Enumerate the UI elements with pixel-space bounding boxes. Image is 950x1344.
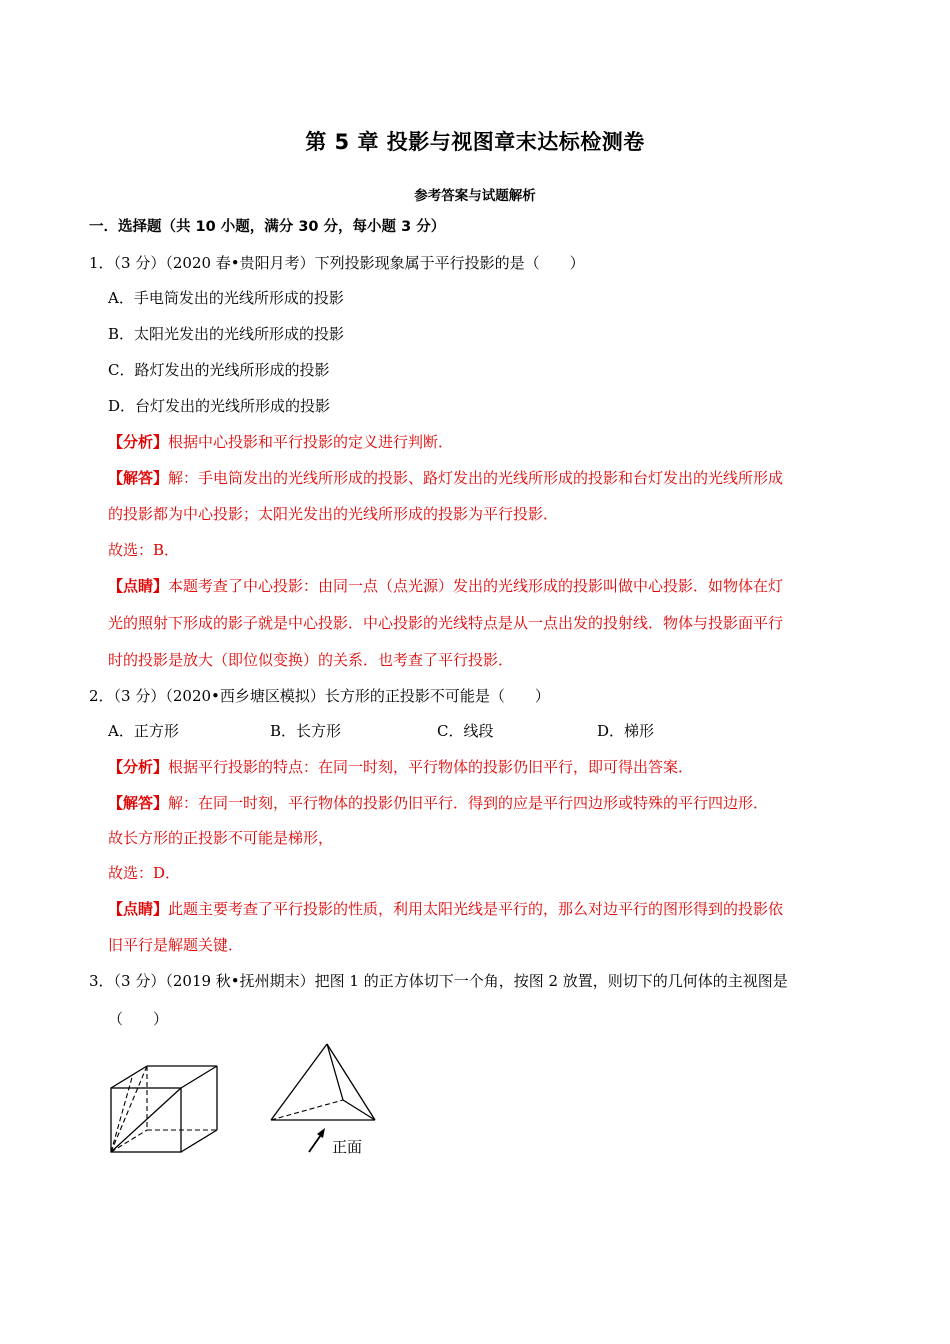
q2-answer — [108, 793, 768, 813]
q2-answer-text-1: 解：在同一时刻，平行物体的投影仍旧平行．得到的应是平行四边形或特殊的平行四边形． — [168, 794, 769, 812]
q1-analysis — [108, 432, 453, 452]
front-view-arrow-icon — [309, 1128, 325, 1152]
q2-analysis-text: 根据平行投影的特点：在同一时刻，平行物体的投影仍旧平行，即可得出答案． — [168, 758, 694, 776]
q1-option-d: D．台灯发出的光线所形成的投影 — [108, 397, 331, 415]
front-label: 正面 — [332, 1138, 363, 1156]
q1-option-a: A．手电筒发出的光线所形成的投影 — [108, 289, 344, 307]
q1-answer — [108, 468, 783, 488]
q2-comment-tag: 【点睛】 — [108, 900, 169, 918]
q1-comment-text-3: 时的投影是放大（即位似变换）的关系．也考查了平行投影． — [108, 651, 514, 669]
q2-answer-tag: 【解答】 — [108, 794, 169, 812]
q1-answer-text-1: 解：手电筒发出的光线所形成的投影、路灯发出的光线所形成的投影和台灯发出的光线所形成 — [168, 469, 784, 487]
q1-comment-text-2: 光的照射下形成的影子就是中心投影．中心投影的光线特点是从一点出发的投射线．物体与投影面平行 — [108, 614, 784, 632]
q1-option-b: B．太阳光发出的光线所形成的投影 — [108, 325, 345, 343]
page-subtitle: 参考答案与试题解析 — [414, 188, 536, 204]
q2-choice: 故选：D． — [108, 864, 181, 882]
q2-comment — [108, 899, 783, 919]
q2-comment-text-1: 此题主要考查了平行投影的性质，利用太阳光线是平行的，那么对边平行的图形得到的投影依 — [168, 900, 784, 918]
section-heading: 一．选择题（共 10 小题，满分 30 分，每小题 3 分） — [89, 219, 446, 235]
q2-analysis — [108, 757, 693, 777]
q2-option-a: A．正方形 — [108, 722, 179, 740]
q2-stem: 2．（3 分）（2020•西乡塘区模拟）长方形的正投影不可能是（ ） — [89, 687, 550, 705]
q2-comment-text-2: 旧平行是解题关键． — [108, 936, 244, 954]
q2-option-b: B．长方形 — [270, 722, 342, 740]
q1-analysis-tag: 【分析】 — [108, 433, 169, 451]
q1-stem: 1．（3 分）（2020 春•贵阳月考）下列投影现象属于平行投影的是（ ） — [89, 254, 585, 272]
q1-answer-text-2: 的投影都为中心投影；太阳光发出的光线所形成的投影为平行投影． — [108, 505, 559, 523]
page-title: 第 5 章 投影与视图章末达标检测卷 — [305, 130, 645, 154]
q2-answer-text-2: 故长方形的正投影不可能是梯形， — [108, 829, 334, 847]
q1-comment-tag: 【点睛】 — [108, 577, 169, 595]
q1-comment-text-1: 本题考查了中心投影：由同一点（点光源）发出的光线形成的投影叫做中心投影．如物体在灯 — [168, 577, 784, 595]
figure-1-cube — [105, 1060, 225, 1160]
q1-analysis-text: 根据中心投影和平行投影的定义进行判断． — [168, 433, 454, 451]
q2-option-c: C．线段 — [437, 722, 494, 740]
q3-stem-2: （ ） — [108, 1010, 169, 1028]
q1-answer-tag: 【解答】 — [108, 469, 169, 487]
figure-2-tetrahedron — [265, 1040, 385, 1165]
q2-analysis-tag: 【分析】 — [108, 758, 169, 776]
q2-option-d: D．梯形 — [597, 722, 655, 740]
q1-option-c: C．路灯发出的光线所形成的投影 — [108, 361, 330, 379]
q1-choice: 故选：B． — [108, 541, 180, 559]
q1-comment — [108, 576, 783, 596]
q3-stem: 3．（3 分）（2019 秋•抚州期末）把图 1 的正方体切下一个角，按图 2 放置，则切下的几何体的主视图是 — [89, 972, 788, 990]
